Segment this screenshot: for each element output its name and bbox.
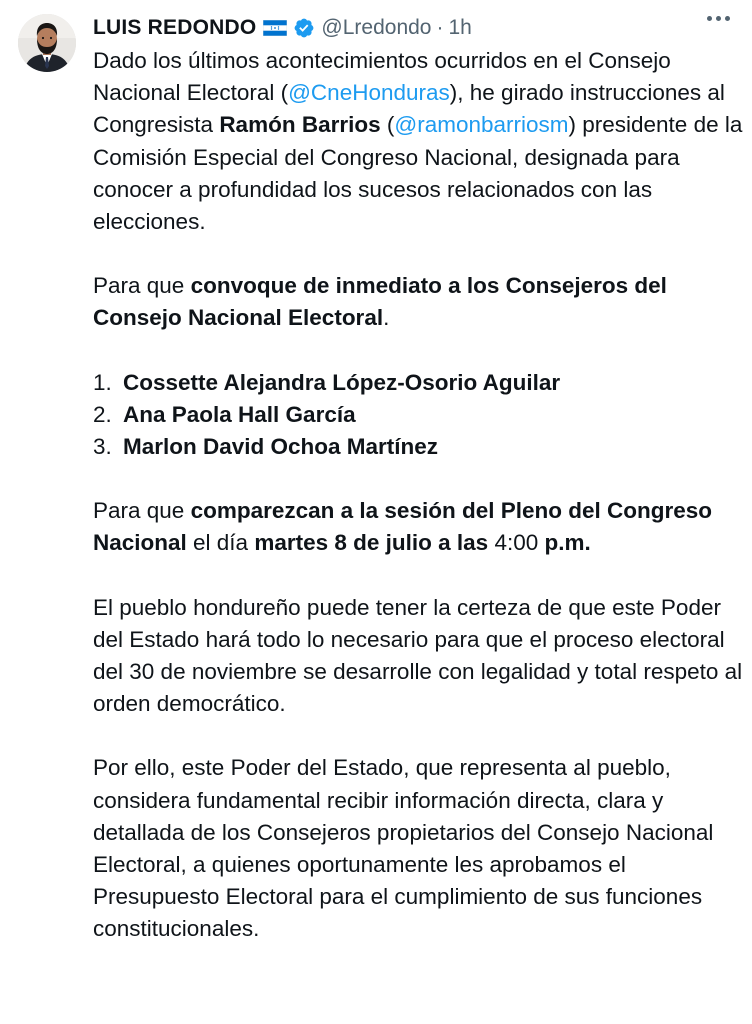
- mention-cnehonduras[interactable]: @CneHonduras: [288, 80, 450, 106]
- text-segment: (: [380, 112, 395, 138]
- more-dot: [707, 16, 712, 21]
- author-name[interactable]: LUIS REDONDO: [93, 16, 257, 39]
- consejeros-list: [93, 367, 743, 464]
- text-segment: ), he girado instrucciones al Congresista: [93, 80, 725, 138]
- text-segment: Para que: [93, 273, 191, 299]
- text-segment: .: [383, 305, 390, 331]
- honduras-flag-icon: [263, 20, 287, 36]
- more-dot: [716, 16, 721, 21]
- bold-text: convoque de inmediato a los Consejeros del Consejo Nacional Electoral: [93, 273, 667, 331]
- paragraph-5: Por ello, este Poder del Estado, que representa al pueblo, considera fundamental recibir información directa, clara y detallada de los Consejeros propietarios del Consejo Nacional Electoral, a quienes oportunamente les aprobamos el Presupuesto Electoral para el cumplimiento de sus funciones constitucionales.: [93, 755, 714, 942]
- text-segment: el día: [186, 530, 255, 556]
- list-number: 3.: [93, 434, 112, 460]
- list-name: Marlon David Ochoa Martínez: [123, 434, 439, 460]
- bold-text: p.m.: [544, 530, 591, 556]
- avatar[interactable]: [18, 14, 76, 72]
- avatar-image: [18, 14, 76, 72]
- paragraph-2: [93, 270, 743, 334]
- text-segment: Para que: [93, 498, 191, 524]
- more-dot: [725, 16, 730, 21]
- list-item: [93, 431, 743, 463]
- mention-ramonbarriosm[interactable]: @ramonbarriosm: [394, 112, 569, 138]
- text-segment: 4:00: [488, 530, 545, 556]
- list-item: [93, 399, 743, 431]
- paragraph-4: El pueblo hondureño puede tener la certeza de que este Poder del Estado hará todo lo necesario para que el proceso electoral del 30 de noviembre se desarrolle con legalidad y total respeto al orden democrático.: [93, 594, 743, 717]
- text-segment: ) presidente de la Comisión Especial del Congreso Nacional, designada para conocer a profundidad los sucesos relacionados con las elecciones.: [93, 112, 743, 235]
- tweet-header: [93, 12, 472, 44]
- bold-text: Ramón Barrios: [219, 112, 381, 138]
- list-number: 2.: [93, 401, 112, 427]
- paragraph-3: [93, 495, 743, 559]
- list-number: 1.: [93, 369, 112, 395]
- timestamp[interactable]: 1h: [448, 16, 472, 39]
- bold-text: comparezcan a la sesión del Pleno del Congreso Nacional: [93, 498, 712, 556]
- paragraph-1: [93, 45, 743, 238]
- tweet-text: [93, 45, 743, 946]
- separator-dot: ·: [436, 16, 444, 39]
- list-name: Ana Paola Hall García: [123, 401, 356, 427]
- text-segment: Dado los últimos acontecimientos ocurridos en el Consejo Nacional Electoral (: [93, 48, 671, 106]
- bold-text: martes 8 de julio a las: [254, 530, 489, 556]
- verified-badge-icon[interactable]: [293, 17, 315, 39]
- list-item: [93, 367, 743, 399]
- more-options-icon[interactable]: [707, 16, 730, 21]
- list-name: Cossette Alejandra López-Osorio Aguilar: [123, 369, 561, 395]
- author-handle[interactable]: @Lredondo: [321, 16, 432, 39]
